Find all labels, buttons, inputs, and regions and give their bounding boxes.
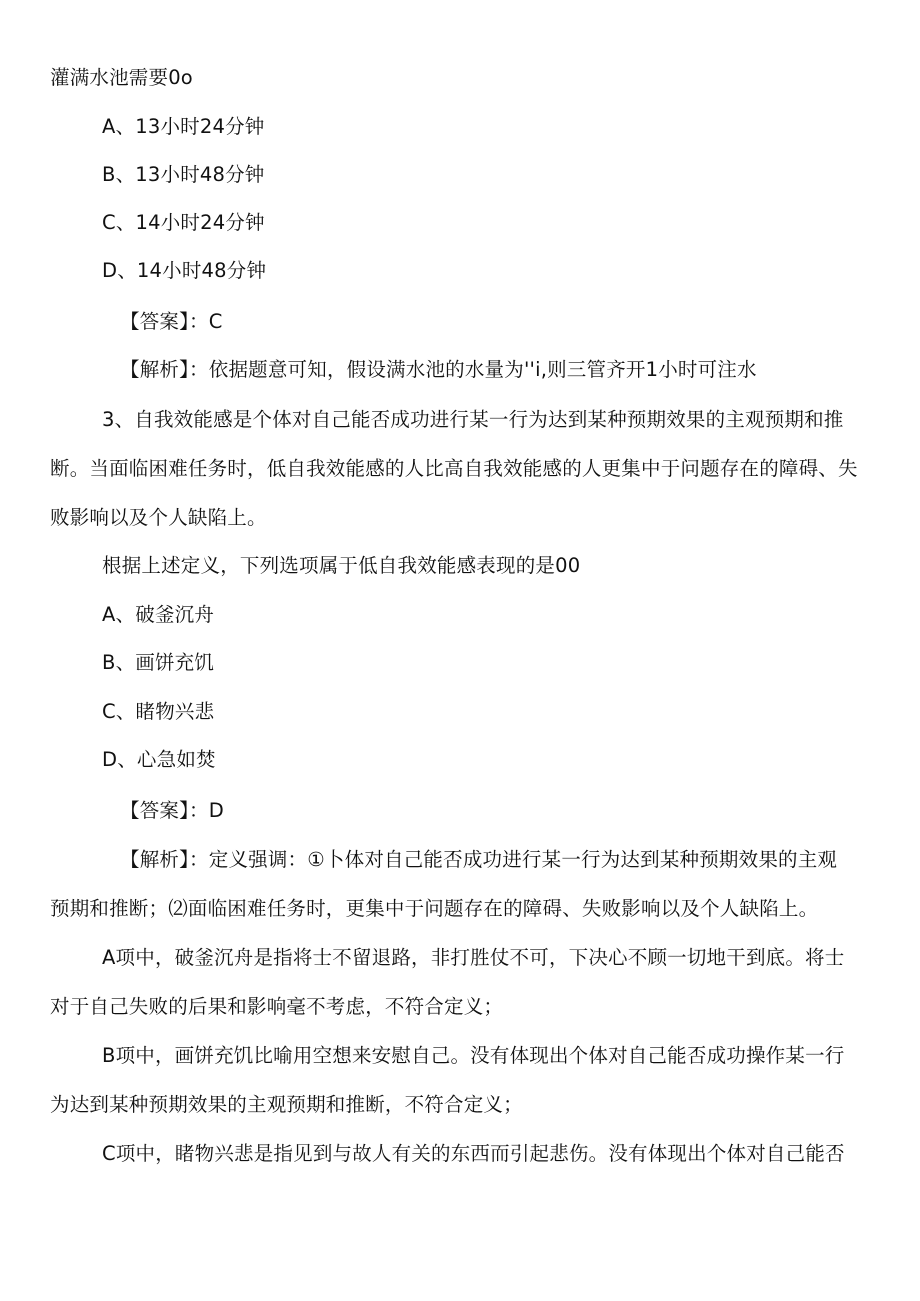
analysis-option-a: A项中，破釜沉舟是指将士不留退路，非打胜仗不可，下决心不顾一切地干到底。将士 — [102, 946, 845, 969]
analysis-option-b: 为达到某种预期效果的主观预期和推断，不符合定义； — [50, 1093, 523, 1116]
option-c: C、14小时24分钟 — [102, 211, 265, 234]
option-a: A、13小时24分钟 — [102, 115, 265, 138]
option-d: D、心急如焚 — [102, 748, 216, 771]
analysis-option-c: C项中，睹物兴悲是指见到与故人有关的东西而引起悲伤。没有体现出个体对自己能否 — [102, 1142, 845, 1165]
analysis-option-b: B项中，画饼充饥比喻用空想来安慰自己。没有体现出个体对自己能否成功操作某一行 — [102, 1044, 845, 1067]
question-3-prompt: 根据上述定义，下列选项属于低自我效能感表现的是00 — [102, 554, 581, 577]
question-3-text: 败影响以及个人缺陷上。 — [50, 506, 267, 529]
option-b: B、画饼充饥 — [102, 651, 215, 674]
question-stem-end: 灌满水池需要0o — [50, 66, 193, 89]
option-b: B、13小时48分钟 — [102, 163, 265, 186]
analysis-option-a: 对于自己失败的后果和影响毫不考虑，不符合定义； — [50, 995, 504, 1018]
analysis-line: 预期和推断；⑵面临困难任务时，更集中于问题存在的障碍、失败影响以及个人缺陷上。 — [50, 897, 819, 920]
answer-line: 【答案】：D — [120, 799, 224, 822]
option-c: C、睹物兴悲 — [102, 700, 215, 723]
analysis-line: 【解析】：定义强调：①卜体对自己能否成功进行某一行为达到某种预期效果的主观 — [120, 848, 838, 871]
analysis-line: 【解析】：依据题意可知，假设满水池的水量为''i,则三管齐开1小时可注水 — [120, 358, 757, 381]
option-a: A、破釜沉舟 — [102, 603, 215, 626]
question-3-text: 3、自我效能感是个体对自己能否成功进行某一行为达到某种预期效果的主观预期和推 — [102, 408, 844, 431]
option-d: D、14小时48分钟 — [102, 259, 267, 282]
answer-line: 【答案】：C — [120, 310, 223, 333]
question-3-text: 断。当面临困难任务时，低自我效能感的人比高自我效能感的人更集中于问题存在的障碍、失 — [50, 457, 858, 480]
